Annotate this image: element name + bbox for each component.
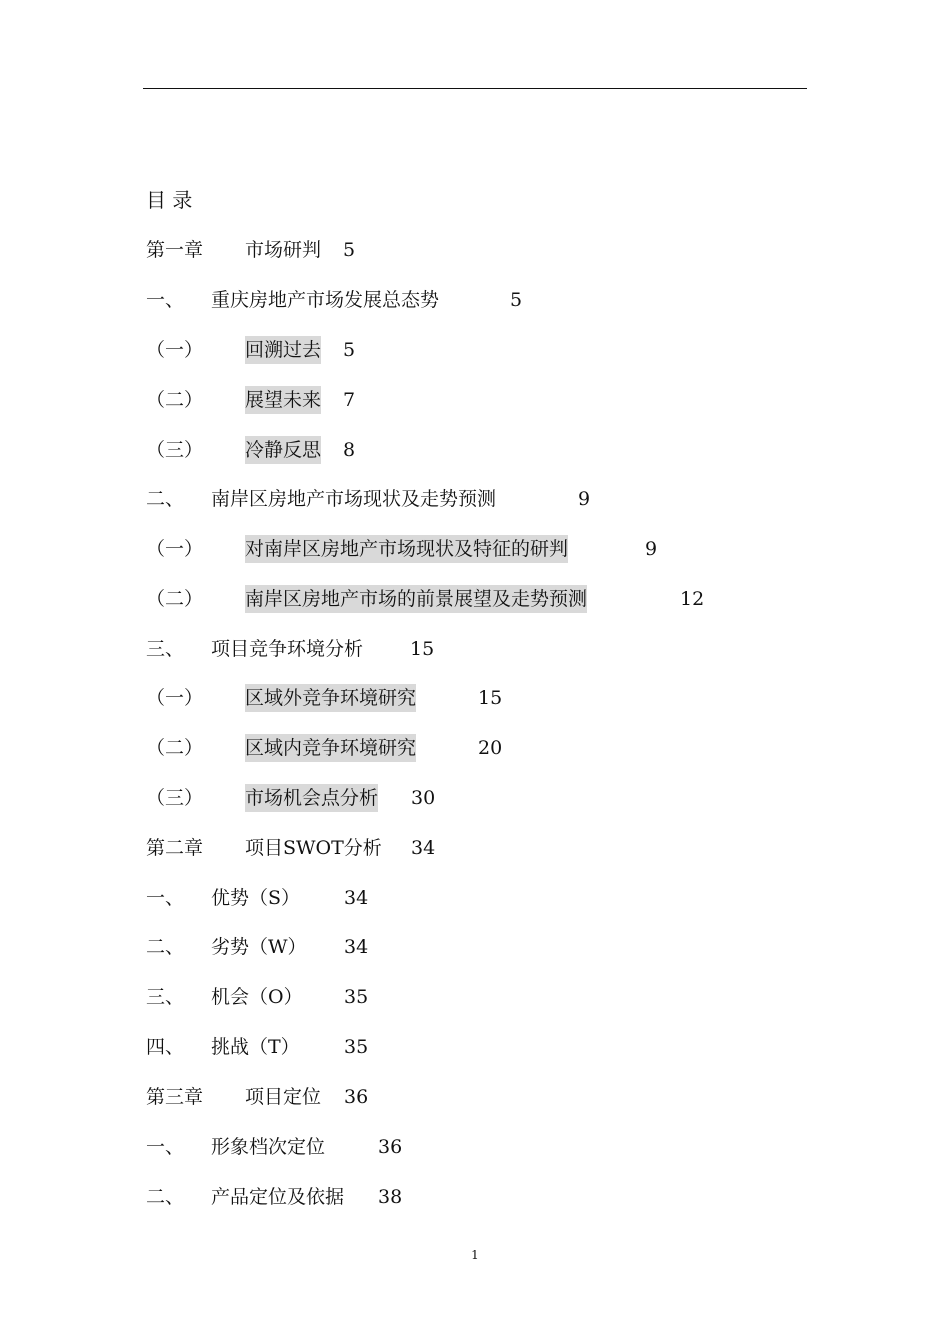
toc-entry-number: （二） [146,588,204,610]
toc-title: 目 录 [146,188,193,212]
toc-entry-page: 15 [410,638,435,660]
toc-entry-number: （一） [146,339,204,361]
toc-entry-page: 5 [510,289,523,311]
toc-entry-text: 冷静反思 [245,436,321,464]
toc-entry-text: 项目定位 [245,1086,322,1108]
toc-entry-number: （三） [146,787,204,809]
toc-entry-page: 34 [344,887,369,909]
toc-entry-page: 36 [344,1086,369,1108]
toc-entry-text: 项目竞争环境分析 [211,638,364,660]
toc-entry-text: 回溯过去 [245,336,321,364]
toc-entry-number: （二） [146,389,204,411]
toc-entry-text: 区域外竞争环境研究 [245,684,416,712]
toc-entry-number: 一、 [146,887,185,909]
toc-entry-page: 8 [343,439,356,461]
toc-entry-text: 对南岸区房地产市场现状及特征的研判 [245,535,568,563]
toc-entry-number: 三、 [146,986,185,1008]
toc-entry-text: 优势（S） [211,887,301,909]
header-rule [143,88,807,89]
toc-entry-text: 项目SWOT分析 [245,837,382,859]
toc-entry-number: 第三章 [146,1086,204,1108]
toc-entry-number: 第一章 [146,239,204,261]
toc-entry-number: 三、 [146,638,185,660]
toc-entry-number: 一、 [146,289,185,311]
toc-entry-text: 区域内竞争环境研究 [245,734,416,762]
toc-entry-page: 7 [343,389,356,411]
toc-entry-page: 34 [344,936,369,958]
toc-entry-text: 市场机会点分析 [245,784,378,812]
toc-entry-page: 30 [411,787,436,809]
page-number: 1 [471,1248,479,1262]
toc-entry-page: 9 [645,538,658,560]
toc-entry-number: 二、 [146,1186,185,1208]
toc-entry-page: 15 [478,687,503,709]
toc-entry-text: 重庆房地产市场发展总态势 [211,289,440,311]
toc-entry-page: 5 [343,239,356,261]
toc-entry-number: 一、 [146,1136,185,1158]
toc-entry-text: 挑战（T） [211,1036,300,1058]
toc-entry-number: （二） [146,737,204,759]
toc-entry-number: （三） [146,439,204,461]
toc-entry-page: 12 [680,588,705,610]
toc-entry-page: 20 [478,737,503,759]
toc-entry-number: （一） [146,538,204,560]
toc-entry-text: 产品定位及依据 [211,1186,345,1208]
toc-entry-page: 5 [343,339,356,361]
toc-entry-text: 展望未来 [245,386,321,414]
toc-entry-number: 第二章 [146,837,204,859]
toc-entry-number: （一） [146,687,204,709]
toc-entry-page: 35 [344,986,369,1008]
toc-entry-text: 南岸区房地产市场现状及走势预测 [211,488,497,510]
toc-entry-page: 9 [578,488,591,510]
toc-entry-page: 36 [378,1136,403,1158]
toc-entry-text: 劣势（W） [211,936,307,958]
toc-entry-text: 机会（O） [211,986,303,1008]
toc-entry-number: 二、 [146,488,185,510]
toc-entry-page: 35 [344,1036,369,1058]
toc-entry-number: 二、 [146,936,185,958]
toc-entry-page: 38 [378,1186,403,1208]
toc-entry-text: 市场研判 [245,239,322,261]
toc-entry-text: 南岸区房地产市场的前景展望及走势预测 [245,585,587,613]
toc-entry-text: 形象档次定位 [211,1136,326,1158]
toc-entry-page: 34 [411,837,436,859]
toc-entry-number: 四、 [146,1036,185,1058]
